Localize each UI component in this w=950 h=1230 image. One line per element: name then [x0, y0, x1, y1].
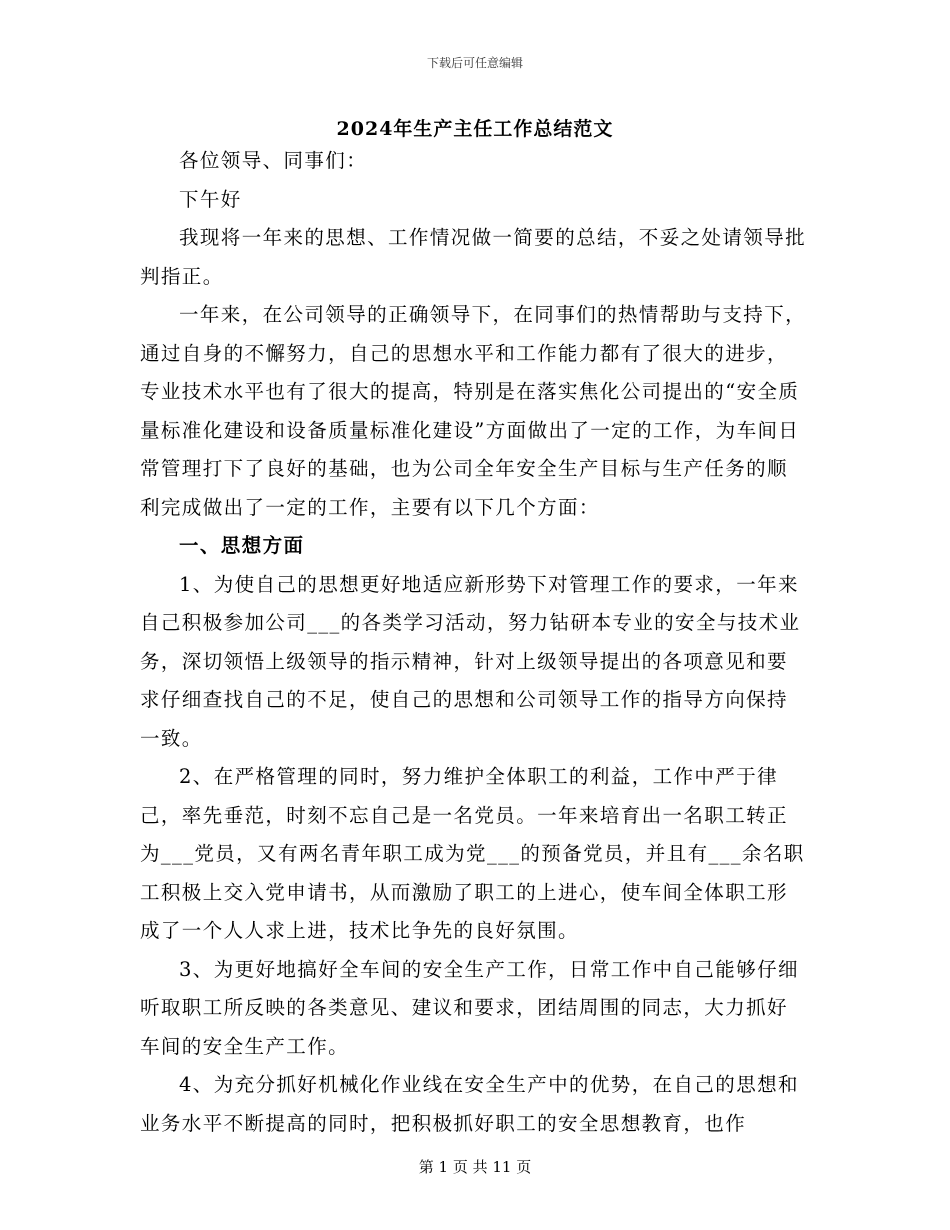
page-number-footer: 第 1 页 共 11 页 [418, 1158, 532, 1176]
item-paragraph-3: 3、为更好地搞好全车间的安全生产工作，日常工作中自己能够仔细听取职工所反映的各类意见、建议和要求，团结周围的同志，大力抓好车间的安全生产工作。 [140, 957, 799, 1058]
page-header-note: 下载后可任意编辑 [426, 56, 523, 70]
item-paragraph-1: 1、为使自己的思想更好地适应新形势下对管理工作的要求，一年来自己积极参加公司___的各类学习活动，努力钻研本专业的安全与技术业务，深切领悟上级领导的指示精神，针对上级领导提出的各项意见和要求仔细查找自己的不足，使自己的思想和公司领导工作的指导方向保持一致。 [140, 572, 801, 750]
item-paragraph-2: 2、在严格管理的同时，努力维护全体职工的利益，工作中严于律己，率先垂范，时刻不忘自己是一名党员。一年来培育出一名职工转正为___党员，又有两名青年职工成为党___的预备党员，并且有___余名职工积极上交入党申请书，从而激励了职工的上进心，使车间全体职工形成了一个人人求上进，技术比争先的良好氛围。 [140, 765, 805, 942]
intro-paragraph: 我现将一年来的思想、工作情况做一简要的总结，不妥之处请领导批判指正。 [140, 226, 807, 288]
summary-paragraph: 一年来，在公司领导的正确领导下，在同事们的热情帮助与支持下，通过自身的不懈努力，自己的思想水平和工作能力都有了很大的进步，专业技术水平也有了很大的提高，特别是在落实焦化公司提出的“安全质量标准化建设和设备质量标准化建设”方面做出了一定的工作，为车间日常管理打下了良好的基础，也为公司全年安全生产目标与生产任务的顺利完成做出了一定的工作，主要有以下几个方面： [140, 303, 807, 519]
document-body [140, 142, 808, 1143]
section-heading-thought: 一、思想方面 [179, 534, 305, 557]
salutation: 各位领导、同事们： [179, 149, 368, 172]
document-title: 2024年生产主任工作总结范文 [336, 118, 614, 140]
item-paragraph-4: 4、为充分抓好机械化作业线在安全生产中的优势，在自己的思想和业务水平不断提高的同时，把积极抓好职工的安全思想教育，也作 [140, 1073, 799, 1135]
greeting: 下午好 [179, 187, 242, 211]
